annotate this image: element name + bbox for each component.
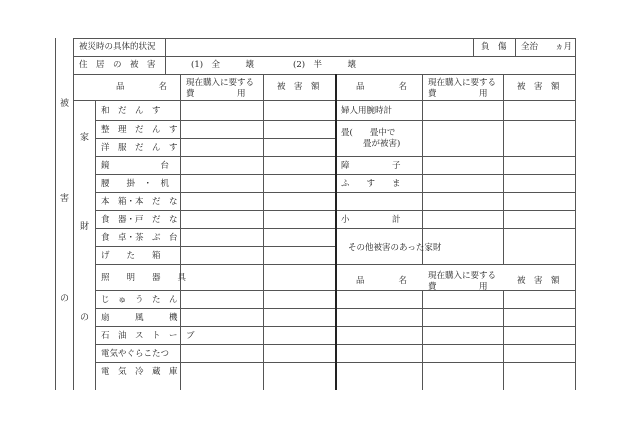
injury-value: 全治 ヵ月 [521, 42, 573, 52]
rule [335, 174, 575, 175]
rule [95, 246, 335, 247]
damage-header: 被 害 額 [517, 82, 560, 92]
item-label: ふ す ま [341, 179, 401, 189]
rule [95, 174, 335, 175]
rule [95, 344, 335, 345]
other-items-label: その他被害のあった家財 [348, 243, 442, 253]
item-label: 婦人用腕時計 [341, 106, 393, 116]
rule [95, 120, 335, 121]
item-label: 腰 掛 ・ 机 [101, 179, 170, 189]
center-divider [335, 74, 337, 390]
price-header-line2: 費 用 [186, 89, 246, 99]
item-label: 畳( 畳中で [341, 128, 396, 138]
item-label: 鏡 台 [101, 161, 170, 171]
price-header-line1: 現在購入に要する [428, 271, 497, 281]
item-label: 畳が被害) [363, 139, 401, 149]
border-right [575, 38, 576, 390]
rule [335, 156, 575, 157]
price-header-line2: 費 用 [428, 89, 488, 99]
rule [95, 192, 335, 193]
price-header-line1: 現在購入に要する [186, 78, 255, 88]
rule [73, 74, 575, 75]
item-label: 電気やぐらこたつ [101, 349, 170, 359]
rule [503, 74, 504, 264]
situation-label: 被災時の具体的状況 [79, 42, 156, 52]
item-label: 洋 服 だ ん す [101, 143, 178, 153]
vertical-label: 害 [60, 194, 70, 204]
rule [335, 210, 575, 211]
price-header-line2: 費 用 [428, 282, 488, 292]
rule [95, 308, 335, 309]
rule [503, 290, 504, 390]
damage-header: 被 害 額 [277, 82, 320, 92]
item-label: 食 卓・茶 ぶ 台 [101, 233, 178, 243]
item-label: 障 子 [341, 161, 401, 171]
item-name-header: 品 名 [116, 82, 168, 92]
rule [335, 326, 575, 327]
item-label: 整 理 だ ん す [101, 125, 178, 135]
rule [473, 38, 474, 56]
damage-form [55, 38, 575, 390]
rule [335, 120, 575, 121]
option-full-collapse: (1) 全 壊 [191, 60, 255, 70]
rule [95, 210, 335, 211]
rule [180, 74, 181, 390]
rule [335, 228, 575, 229]
item-label: 扇 風 機 [101, 313, 178, 323]
item-name-header: 品 名 [356, 276, 408, 286]
rule [335, 192, 575, 193]
injury-label: 負 傷 [481, 42, 507, 52]
border-left [55, 38, 56, 390]
rule [95, 138, 335, 139]
residence-label: 住 居 の 被 害 [79, 60, 156, 70]
rule [73, 56, 575, 57]
vertical-label: の [80, 313, 90, 323]
vertical-label: 被 [60, 99, 70, 109]
vertical-label: の [60, 294, 70, 304]
rule [422, 290, 423, 390]
item-label: 電 気 冷 蔵 庫 [101, 367, 178, 377]
item-label: 照 明 器 具 [101, 273, 187, 283]
vertical-label: 家 [80, 133, 90, 143]
rule [73, 38, 74, 390]
rule [165, 38, 166, 74]
rule [95, 326, 335, 327]
rule [95, 100, 96, 390]
item-label: げ た 箱 [101, 251, 161, 261]
item-label: 本 箱・本 だ な [101, 197, 178, 207]
vertical-label: 財 [80, 222, 90, 232]
rule [422, 74, 423, 264]
item-label: じ ゅ う た ん [101, 295, 178, 305]
item-label: 食 器・戸 だ な [101, 215, 178, 225]
rule [335, 362, 575, 363]
rule [335, 344, 575, 345]
price-header-line1: 現在購入に要する [428, 78, 497, 88]
rule [335, 308, 575, 309]
rule [515, 38, 516, 56]
rule [95, 362, 335, 363]
damage-header: 被 害 額 [517, 276, 560, 286]
border-top [73, 38, 575, 39]
rule [263, 74, 264, 390]
rule [95, 290, 335, 291]
rule [335, 264, 575, 265]
rule [95, 264, 335, 265]
option-half-collapse: (2) 半 壊 [293, 60, 357, 70]
item-label: 石 油 ス ト ー ブ [101, 331, 195, 341]
rule [95, 156, 335, 157]
item-label: 和 だ ん す [101, 106, 161, 116]
rule [95, 228, 335, 229]
item-name-header: 品 名 [356, 82, 408, 92]
subtotal-label: 小 計 [341, 215, 401, 225]
rule [73, 100, 575, 101]
